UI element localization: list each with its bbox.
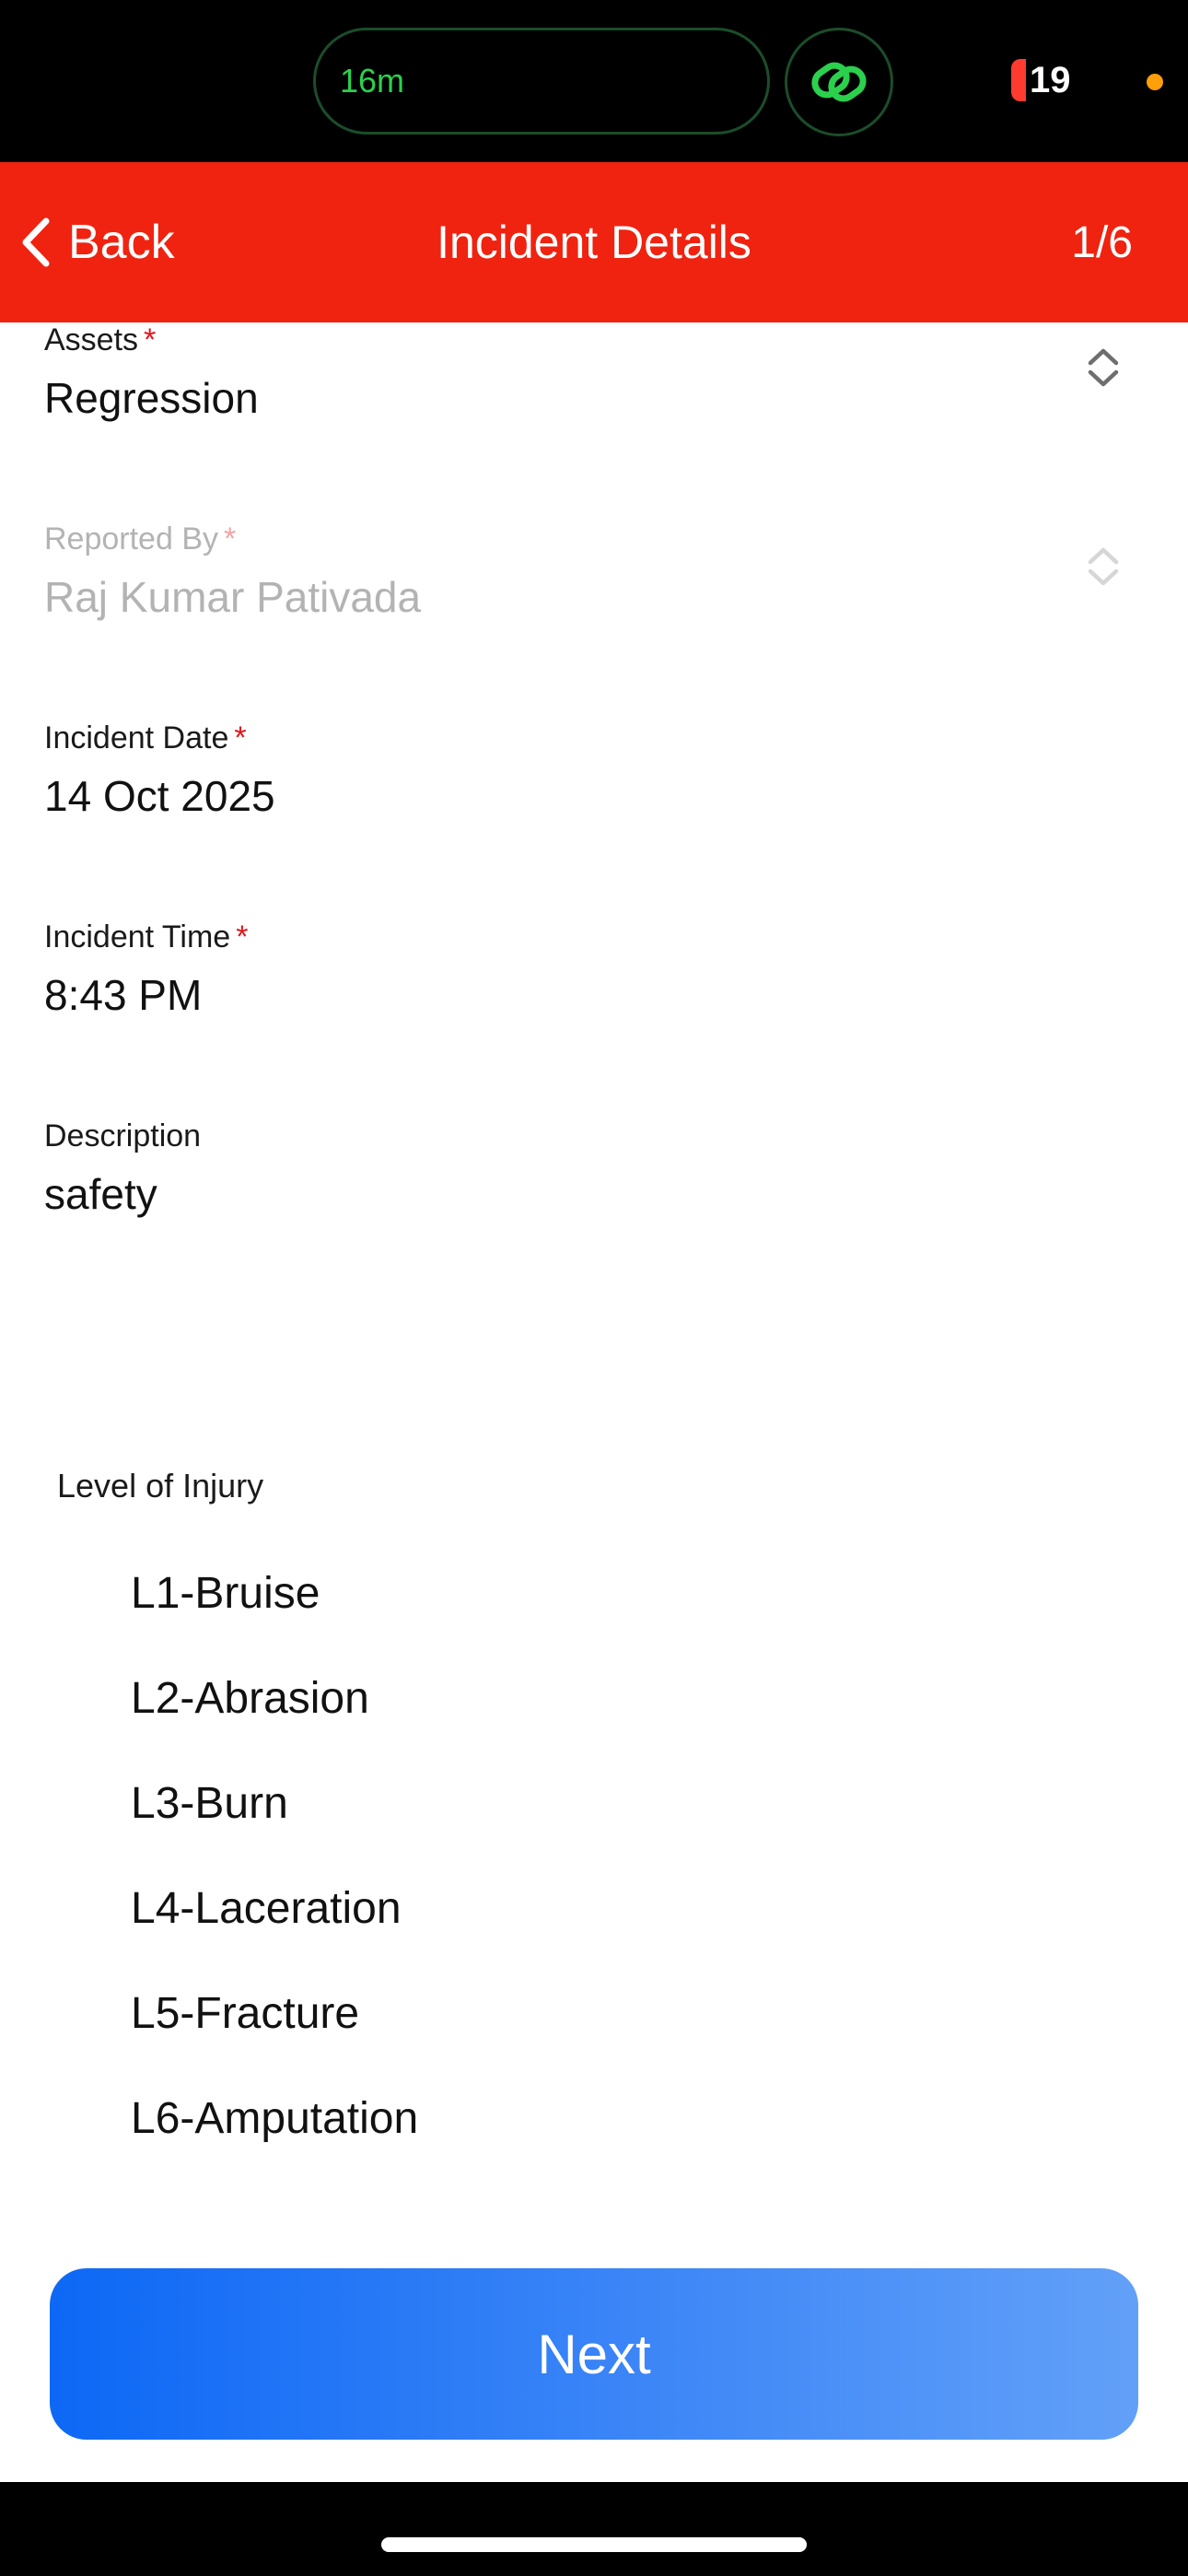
injury-level-option[interactable]: L1-Bruise [131, 1568, 320, 1618]
injury-level-option[interactable]: L4-Laceration [131, 1883, 402, 1933]
reported-by-value: Raj Kumar Pativada [44, 573, 422, 621]
home-indicator[interactable] [381, 2537, 807, 2552]
injury-level-option[interactable]: L3-Burn [131, 1778, 288, 1828]
incident-time-field[interactable] [44, 919, 1149, 1020]
description-field[interactable] [44, 1118, 1149, 1219]
incident-time-label: Incident Time * [44, 919, 249, 954]
required-mark: * [144, 322, 157, 357]
chevron-up-down-icon[interactable] [1085, 345, 1122, 391]
incident-date-label: Incident Date * [44, 720, 247, 755]
required-mark: * [224, 521, 237, 556]
assets-label: Assets * [44, 322, 157, 357]
page-title: Incident Details [437, 217, 751, 268]
nav-bar [0, 162, 1188, 322]
incident-date-value[interactable]: 14 Oct 2025 [44, 772, 275, 820]
description-label: Description [44, 1118, 202, 1153]
reported-by-label: Reported By * [44, 521, 237, 556]
chevron-up-down-icon [1085, 544, 1122, 590]
incident-time-value[interactable]: 8:43 PM [44, 971, 203, 1019]
battery-level-fill [1011, 59, 1026, 101]
injury-level-option[interactable]: L2-Abrasion [131, 1673, 369, 1723]
assets-value: Regression [44, 374, 259, 422]
page-counter: 1/6 [1071, 217, 1133, 267]
description-value[interactable]: safety [44, 1170, 157, 1218]
injury-level-option[interactable]: L5-Fracture [131, 1988, 360, 2038]
reported-by-field [44, 521, 1149, 622]
privacy-indicator-dot [1147, 74, 1163, 90]
link-icon[interactable] [785, 28, 893, 136]
battery-icon [1011, 57, 1071, 103]
injury-level-option[interactable]: L6-Amputation [131, 2093, 419, 2143]
live-activity-timer[interactable] [313, 28, 770, 135]
incident-date-field[interactable] [44, 720, 1149, 821]
required-mark: * [234, 720, 247, 755]
timer-text: 16m [340, 62, 405, 100]
level-of-injury-label: Level of Injury [57, 1467, 264, 1505]
home-indicator-bar [0, 2482, 1188, 2576]
next-button[interactable]: Next [50, 2268, 1138, 2440]
assets-field[interactable] [44, 322, 1149, 423]
status-bar [0, 0, 1188, 162]
required-mark: * [236, 919, 249, 954]
battery-level: 19 [1030, 59, 1071, 100]
back-label: Back [68, 216, 175, 269]
injury-level-list [131, 1540, 418, 2171]
